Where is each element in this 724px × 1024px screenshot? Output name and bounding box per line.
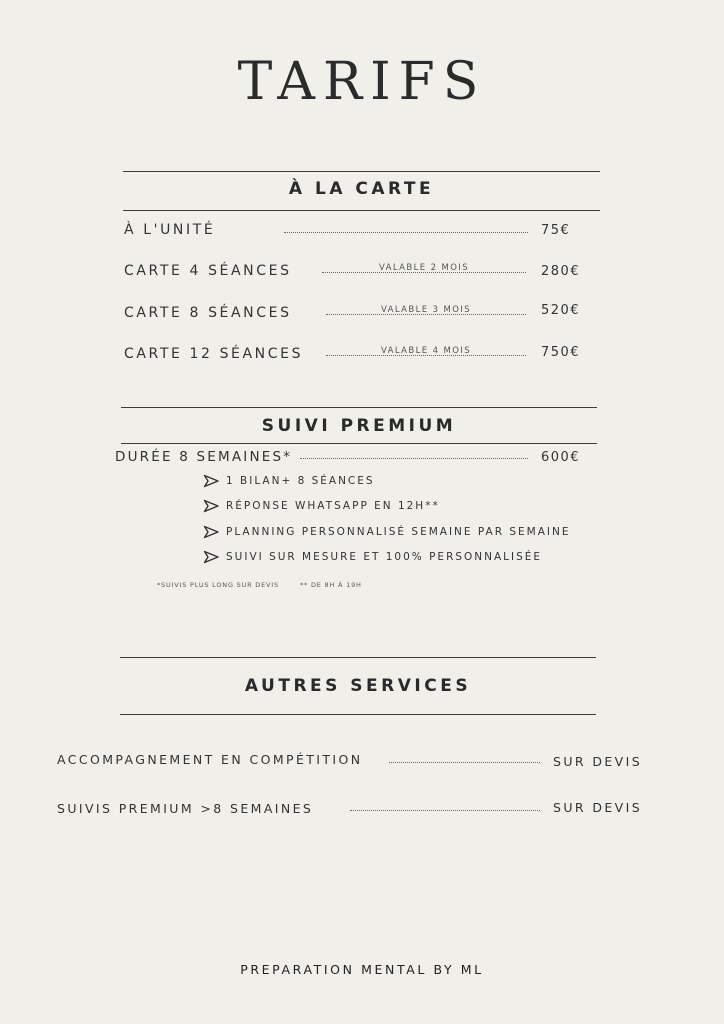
price-item-price: 75€ bbox=[541, 223, 571, 238]
suivi-premium-bottom-rule bbox=[121, 443, 597, 444]
footnote: *SUIVIS PLUS LONG SUR DEVIS bbox=[157, 581, 279, 589]
price-item-label: CARTE 8 SÉANCES bbox=[124, 305, 292, 321]
validity-note: VALABLE 4 MOIS bbox=[380, 346, 472, 356]
price-item-label: À L'UNITÉ bbox=[124, 222, 216, 238]
premium-bullet-text: SUIVI SUR MESURE ET 100% PERSONNALISÉE bbox=[226, 551, 543, 563]
page-title: TARIFS bbox=[237, 52, 487, 112]
service-label: ACCOMPAGNEMENT EN COMPÉTITION bbox=[57, 752, 363, 767]
price-item-price: 750€ bbox=[541, 345, 581, 360]
premium-bullet bbox=[203, 474, 375, 488]
service-price: SUR DEVIS bbox=[553, 754, 643, 769]
arrow-icon bbox=[203, 474, 220, 488]
service-label: SUIVIS PREMIUM >8 SEMAINES bbox=[57, 801, 314, 816]
dotted-leader bbox=[350, 810, 540, 811]
autres-services-heading: AUTRES SERVICES bbox=[244, 676, 472, 696]
suivi-premium-top-rule bbox=[121, 407, 597, 408]
dotted-leader bbox=[284, 232, 528, 233]
dotted-leader bbox=[300, 458, 528, 459]
premium-duration-label: DURÉE 8 SEMAINES* bbox=[115, 449, 293, 465]
premium-bullet-text: RÉPONSE WHATSAPP EN 12H** bbox=[226, 500, 440, 512]
service-price: SUR DEVIS bbox=[553, 800, 643, 815]
footnote: ** DE 8H À 19H bbox=[300, 581, 362, 589]
premium-bullet bbox=[203, 525, 570, 539]
footer-brand: PREPARATION MENTAL BY ML bbox=[240, 962, 484, 977]
price-item-price: 280€ bbox=[541, 264, 581, 279]
premium-price: 600€ bbox=[541, 450, 581, 465]
autres-services-bottom-rule bbox=[120, 714, 596, 715]
price-item-price: 520€ bbox=[541, 303, 581, 318]
arrow-icon bbox=[203, 550, 220, 564]
a-la-carte-top-rule bbox=[123, 171, 600, 172]
premium-bullet-text: PLANNING PERSONNALISÉ SEMAINE PAR SEMAINE bbox=[226, 526, 571, 538]
autres-services-top-rule bbox=[120, 657, 596, 658]
premium-bullet-text: 1 BILAN+ 8 SÉANCES bbox=[226, 475, 375, 487]
suivi-premium-heading: SUIVI PREMIUM bbox=[261, 416, 457, 436]
arrow-icon bbox=[203, 499, 220, 513]
validity-note: VALABLE 2 MOIS bbox=[378, 263, 470, 273]
price-item-label: CARTE 12 SÉANCES bbox=[124, 346, 304, 362]
premium-bullet bbox=[203, 499, 440, 513]
a-la-carte-bottom-rule bbox=[123, 210, 600, 211]
premium-bullet bbox=[203, 550, 542, 564]
arrow-icon bbox=[203, 525, 220, 539]
a-la-carte-heading: À LA CARTE bbox=[288, 179, 435, 199]
validity-note: VALABLE 3 MOIS bbox=[380, 305, 472, 315]
dotted-leader bbox=[389, 762, 540, 763]
price-item-label: CARTE 4 SÉANCES bbox=[124, 263, 292, 279]
